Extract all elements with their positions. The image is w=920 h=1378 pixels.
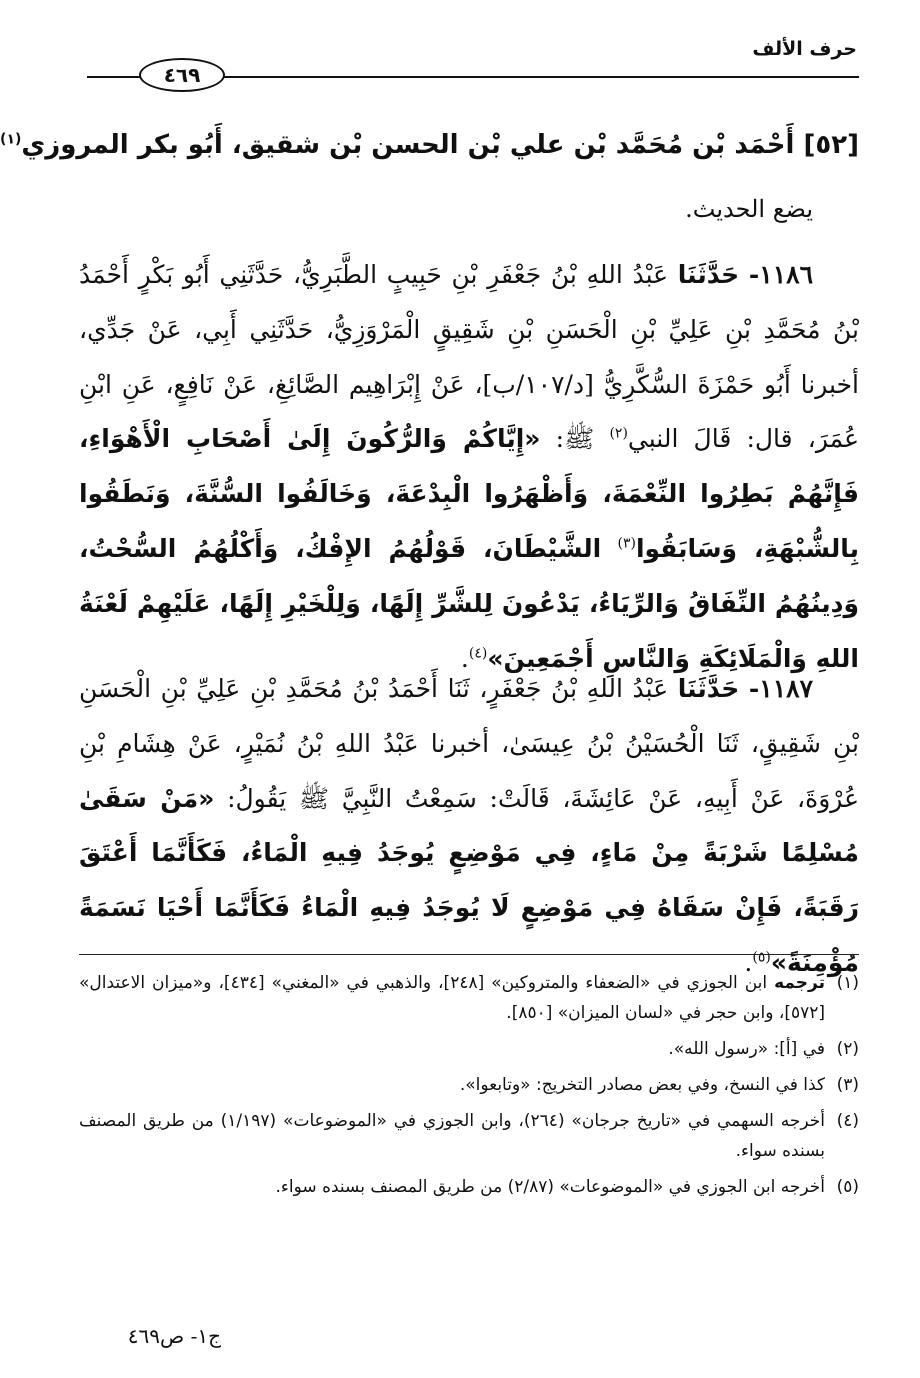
footnote-number: (٤)	[837, 1111, 860, 1131]
footnote-text: أخرجه ابن الجوزي في «الموضوعات» (٢/٨٧) من طريق المصنف بسنده سواء.	[276, 1177, 826, 1197]
salutation: ﷺ:	[556, 424, 596, 454]
hadith-number: ١١٨٧-	[749, 674, 815, 703]
hadith-isnad: عَبْدُ اللهِ بْنُ جَعْفَرٍ، ثَنَا أَحْمَدُ بْنُ مُحَمَّدِ بْنِ عَلِيِّ بْنِ الْحَسَنِ بْنِ شَقِيقٍ، ثَنَا الْحُسَيْنُ بْنُ عِيسَىٰ، أخبرنا عَبْدُ اللهِ بْنُ نُمَيْرٍ، عَنْ هِشَامِ بْنِ عُرْوَةَ، عَنْ أَبِيهِ، عَنْ عَائِشَةَ، قَالَتْ: سَمِعْتُ النَّبِيَّ ﷺ يَقُولُ:	[80, 674, 861, 813]
entry-heading	[1, 118, 860, 172]
hadith-matn: «إِيَّاكُمْ وَالرُّكُونَ إِلَىٰ أَصْحَابِ الْأَهْوَاءِ، فَإِنَّهُمْ بَطِرُوا النِّعْمَةَ، وَأَظْهَرُوا الْبِدْعَةَ، وَخَالَفُوا السُّنَّةَ، وَنَطَقُوا بِالشُّبْهَةِ، وَسَابَقُوا	[80, 424, 861, 563]
footnotes	[80, 968, 860, 1208]
footnote-2	[80, 1034, 860, 1064]
hadith-matn: «مَنْ سَقَىٰ مُسْلِمًا شَرْبَةً مِنْ مَاءٍ، فِي مَوْضِعٍ يُوجَدُ فِيهِ الْمَاءُ، فَكَأَنَّمَا أَعْتَقَ رَقَبَةً، فَإِنْ سَقَاهُ فِي مَوْضِعٍ لَا يُوجَدُ فِيهِ الْمَاءُ فَكَأَنَّمَا أَحْيَا نَسَمَةً مُؤْمِنَةً»	[80, 783, 860, 977]
footnote-4	[80, 1106, 860, 1166]
footnote-number: (٢)	[837, 1039, 860, 1059]
entry-heading-text: [٥٢] أَحْمَد بْن مُحَمَّد بْن علي بْن الحسن بْن شقيق، أَبُو بكر المروزي	[22, 130, 860, 160]
footnote-lead: ترجمه	[775, 973, 827, 993]
hadith-isnad: عَبْدُ اللهِ بْنُ جَعْفَرِ بْنِ حَبِيبٍ الطَّبَرِيُّ، حَدَّثَنِي أَبُو بَكْرٍ أَحْمَدُ بْنُ مُحَمَّدِ بْنِ عَلِيِّ بْنِ الْحَسَنِ بْنِ شَقِيقٍ الْمَرْوَزِيُّ، حَدَّثَنِي أَبِي، عَنْ جَدِّي، أخبرنا أَبُو حَمْزَةَ السُّكَّرِيُّ [د/١٠٧/ب]، عَنْ إِبْرَاهِيم الصَّائِغِ، عَنْ نَافِعٍ، عَنِ ابْنِ عُمَرَ، قال: قَالَ النبي	[80, 260, 861, 454]
footnote-text: كذا في النسخ، وفي بعض مصادر التخريج: «وتابعوا».	[460, 1075, 826, 1095]
page-number-badge: ٤٦٩	[140, 58, 226, 92]
hadith-opening: حَدَّثَنَا	[678, 674, 741, 703]
hadith-matn-continued: الشَّيْطَانَ، قَوْلُهُمُ الإِفْكُ، وَأَكْلُهُمُ السُّحْتُ، وَدِينُهُمُ النِّفَاقُ وَالرِّيَاءُ، يَدْعُونَ لِلشَّرِّ إِلَهًا، وَلِلْخَيْرِ إِلَهًا، عَلَيْهِمْ لَعْنَةُ اللهِ وَالْمَلَائِكَةِ وَالنَّاسِ أَجْمَعِينَ»	[80, 533, 860, 673]
footnote-text: ابن الجوزي في «الضعفاء والمتروكين» [٢٤٨]، والذهبي في «المغني» [٤٣٤]، و«ميزان الاعتدال» [٥٧٢]، وابن حجر في «لسان الميزان» [٨٥٠].	[80, 973, 826, 1023]
footnote-ref-4[interactable]: (٤)	[469, 645, 489, 662]
entry-note: يضع الحديث.	[686, 195, 814, 223]
hadith-end: .	[745, 947, 754, 977]
hadith-number: ١١٨٦-	[749, 260, 815, 289]
footnote-ref-5[interactable]: (٥)	[753, 949, 772, 966]
page-signature: ج١- ص٤٦٩	[128, 1324, 222, 1348]
running-title: حرف الألف	[753, 38, 858, 60]
footnote-number: (٣)	[837, 1075, 860, 1095]
footnote-ref-2[interactable]: (٢)	[610, 426, 629, 443]
footnote-number: (٥)	[837, 1177, 860, 1197]
footnote-number: (١)	[837, 973, 861, 993]
hadith-1186	[80, 248, 860, 686]
hadith-opening: حَدَّثَنَا	[678, 260, 741, 289]
footnote-5	[80, 1172, 860, 1202]
hadith-end: .	[461, 643, 470, 673]
hadith-1187	[80, 662, 860, 991]
footnote-3	[80, 1070, 860, 1100]
footnote-text: أخرجه السهمي في «تاريخ جرجان» (٢٦٤)، وابن الجوزي في «الموضوعات» (١/١٩٧) من طريق المصنف بسنده سواء.	[80, 1111, 826, 1161]
footnote-text: في [أ]: «رسول الله».	[669, 1039, 826, 1059]
footnote-rule	[80, 954, 860, 955]
footnote-1	[80, 968, 860, 1028]
footnote-ref-1[interactable]: (١)	[1, 131, 23, 148]
footnote-ref-3[interactable]: (٣)	[618, 535, 637, 552]
